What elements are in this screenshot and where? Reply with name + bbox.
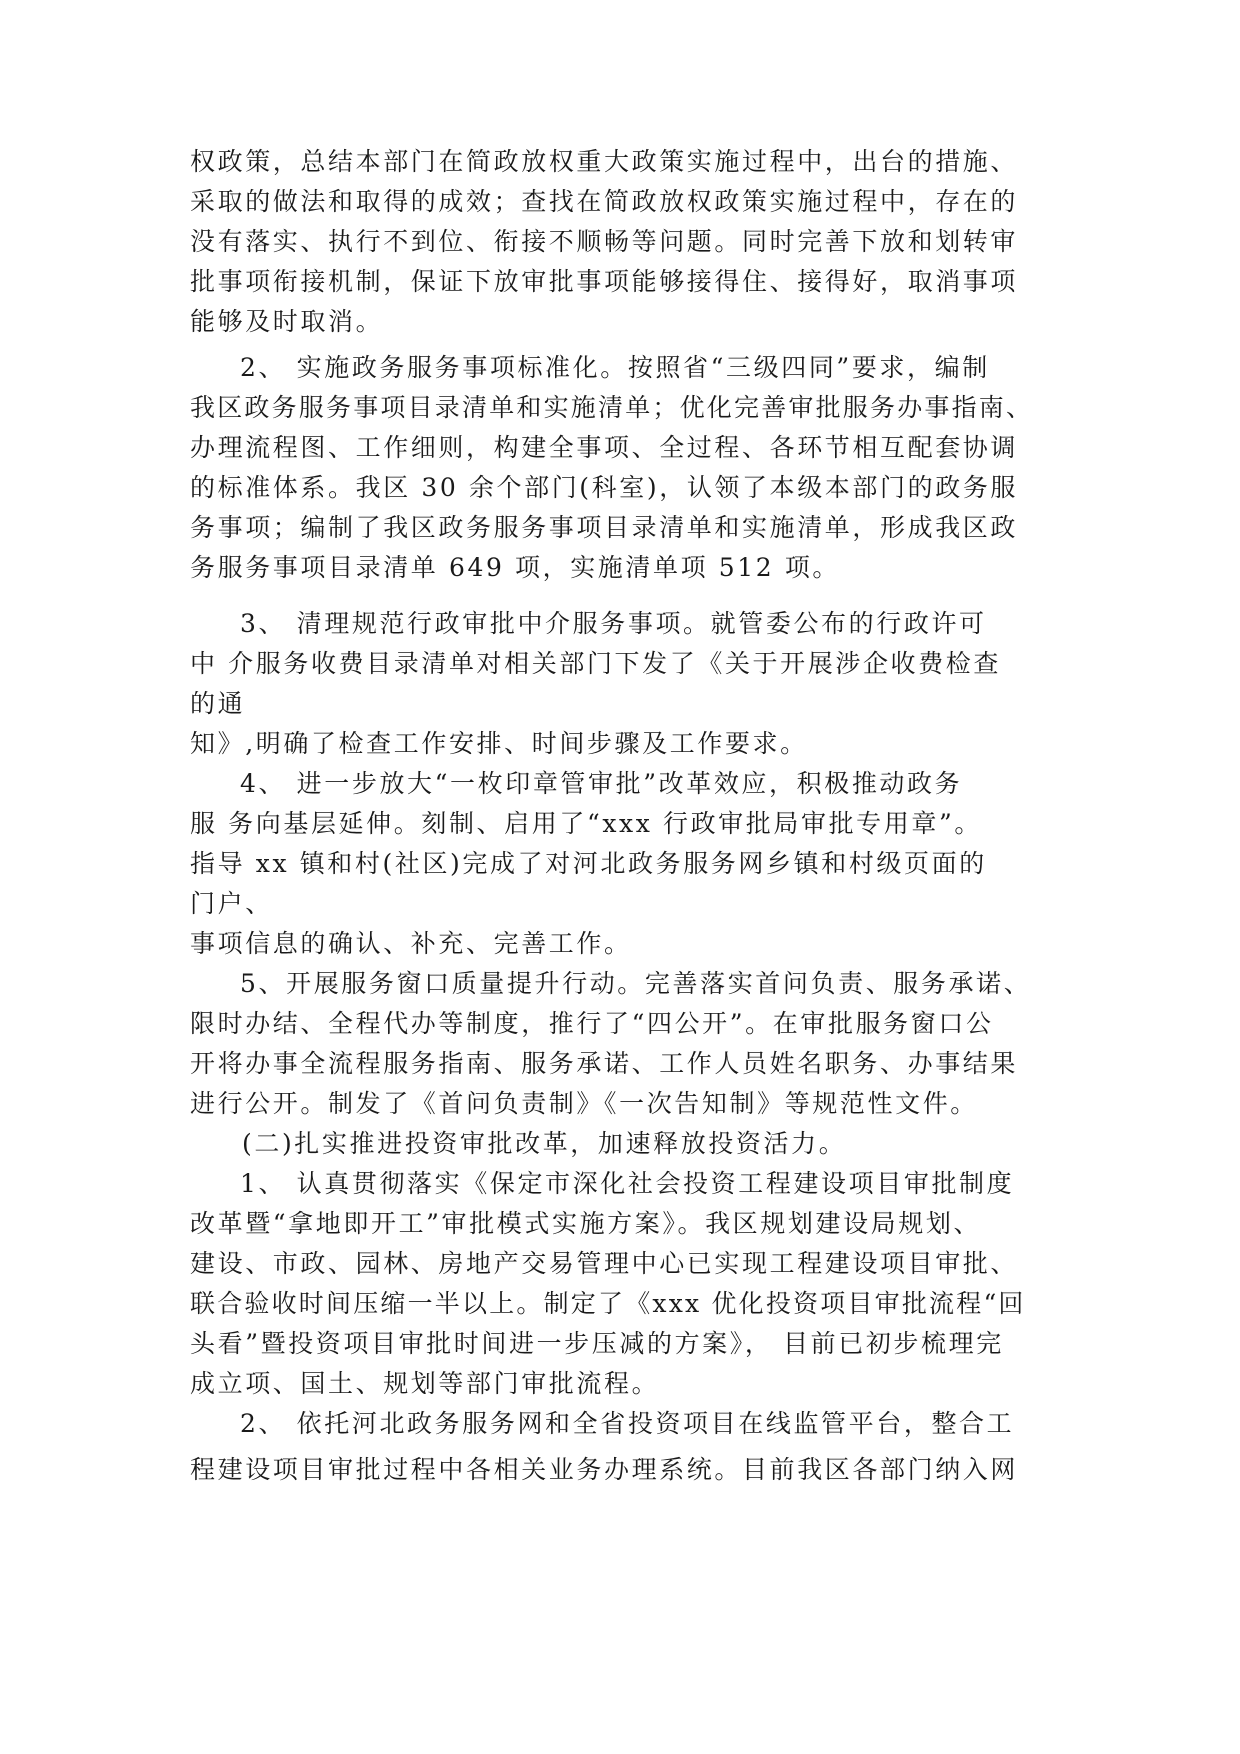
text-line: 改革暨“拿地即开工”审批模式实施方案》。我区规划建设局规划、: [190, 1209, 982, 1238]
document-body: [190, 142, 1070, 1490]
text-line: 务服务事项目录清单 649 项，实施清单项 512 项。: [190, 553, 841, 582]
text-line: 进行公开。制发了《首问负责制》《一次告知制》等规范性文件。: [190, 1089, 978, 1118]
item-2-heading-line: 2、 实施政务服务事项标准化。按照省“三级四同”要求，编制: [240, 353, 990, 382]
text-line: 服 务向基层延伸。刻制、启用了“xxx 行政审批局审批专用章”。: [190, 809, 982, 838]
text-line: 我区政务服务事项目录清单和实施清单；优化完善审批服务办事指南、: [190, 393, 1034, 422]
item-5-heading-line: 5、开展服务窗口质量提升行动。完善落实首问负责、服务承诺、: [240, 969, 1032, 998]
text-line: 头看”暨投资项目审批时间进一步压减的方案》， 目前已初步梳理完: [190, 1329, 1004, 1358]
text-line: 的标准体系。我区 30 余个部门(科室)，认领了本级本部门的政务服: [190, 473, 1019, 502]
text-line: 事项信息的确认、补充、完善工作。: [190, 929, 632, 958]
text-line: 开将办事全流程服务指南、服务承诺、工作人员姓名职务、办事结果: [190, 1049, 1019, 1078]
text-line: 门户、: [190, 889, 273, 918]
text-line: 没有落实、执行不到位、衔接不顺畅等问题。同时完善下放和划转审: [190, 227, 1019, 256]
text-line: 限时办结、全程代办等制度，推行了“四公开”。在审批服务窗口公: [190, 1009, 994, 1038]
text-line: 批事项衔接机制，保证下放审批事项能够接得住、接得好，取消事项: [190, 267, 1019, 296]
text-line: 联合验收时间压缩一半以上。制定了《xxx 优化投资项目审批流程“回: [190, 1289, 1026, 1318]
text-line: 权政策，总结本部门在简政放权重大政策实施过程中，出台的措施、: [190, 147, 1019, 176]
subitem-1-heading-line: 1、 认真贯彻落实《保定市深化社会投资工程建设项目审批制度: [240, 1169, 1015, 1198]
text-line: 办理流程图、工作细则，构建全事项、全过程、各环节相互配套协调: [190, 433, 1019, 462]
item-3-heading-line: 3、 清理规范行政审批中介服务事项。就管委公布的行政许可: [240, 609, 987, 638]
text-line: 务事项；编制了我区政务服务事项目录清单和实施清单，形成我区政: [190, 513, 1019, 542]
item-4-heading-line: 4、 进一步放大“一枚印章管审批”改革效应，积极推动政务: [240, 769, 963, 798]
text-line: 能够及时取消。: [190, 307, 384, 336]
text-line: 的通: [190, 689, 246, 718]
text-line: 成立项、国土、规划等部门审批流程。: [190, 1369, 660, 1398]
text-line: 指导 xx 镇和村(社区)完成了对河北政务服务网乡镇和村级页面的: [190, 849, 987, 878]
subitem-2-heading-line: 2、 依托河北政务服务网和全省投资项目在线监管平台，整合工: [240, 1409, 1015, 1438]
text-line: 采取的做法和取得的成效；查找在简政放权政策实施过程中，存在的: [190, 187, 1019, 216]
text-line: 中 介服务收费目录清单对相关部门下发了《关于开展涉企收费检查: [190, 649, 1001, 678]
text-line: 建设、市政、园林、房地产交易管理中心已实现工程建设项目审批、: [190, 1249, 1019, 1278]
text-line: 知》,明确了检查工作安排、时间步骤及工作要求。: [190, 729, 808, 758]
text-line: 程建设项目审批过程中各相关业务办理系统。目前我区各部门纳入网: [190, 1455, 1019, 1484]
section-heading-2: (二)扎实推进投资审批改革，加速释放投资活力。: [242, 1129, 847, 1158]
